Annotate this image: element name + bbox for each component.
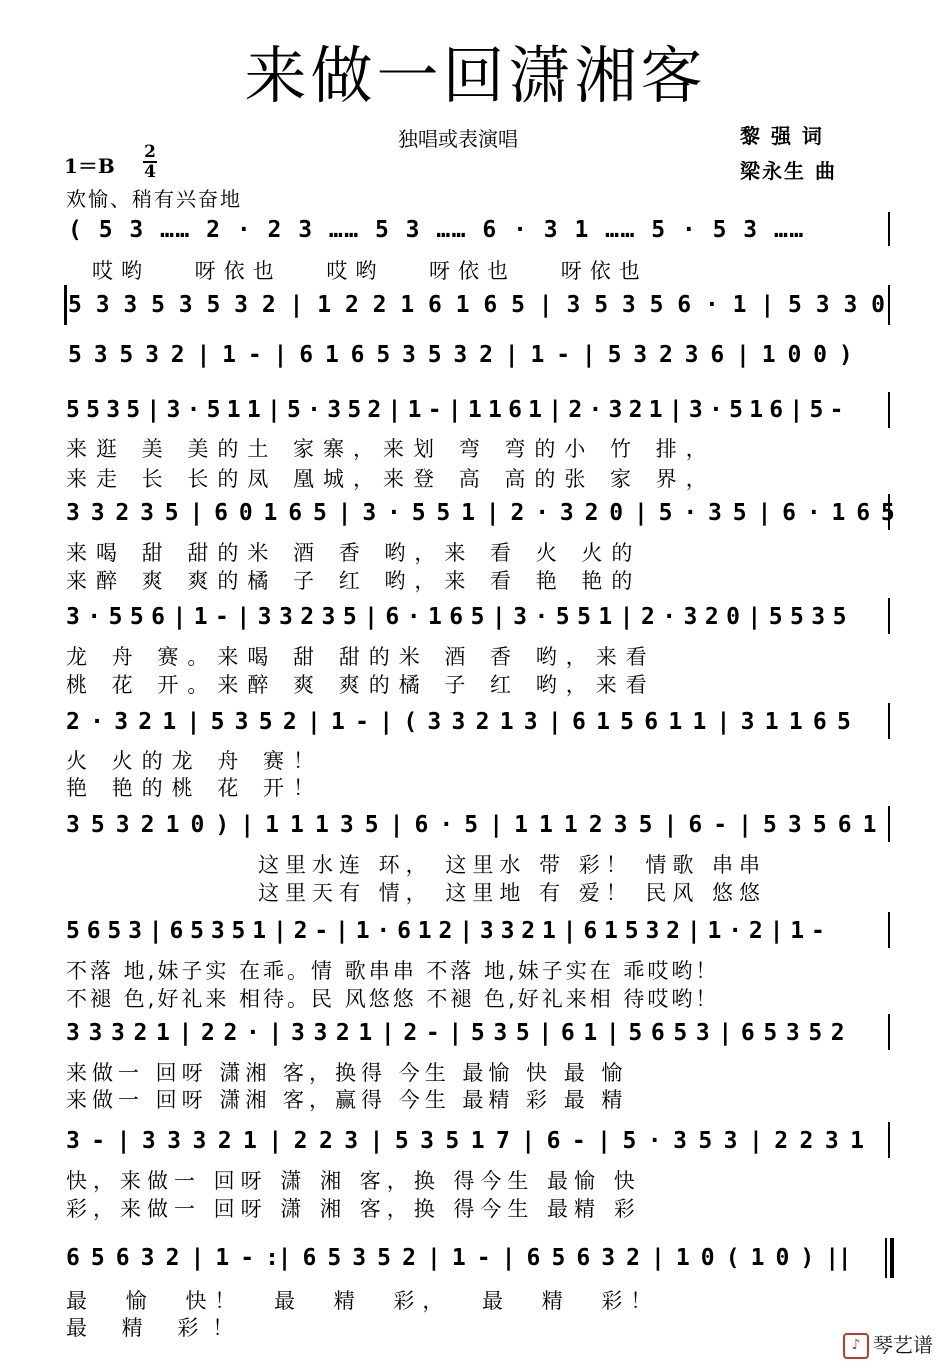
lyrics-line-5a: 来喝 甜 甜的米 酒 香 哟，来 看 火 火的 xyxy=(66,541,642,565)
notation-line-6: 3 · 5 5 6 | 1 - | 3 3 2 3 5 | 6 · 1 6 5 | 3 · 5 5 1 | 2 · 3 2 0 | 5 5 3 5 xyxy=(66,604,844,630)
song-title: 来做一回潇湘客 xyxy=(244,39,707,112)
lyrics-line-7b: 艳 艳的桃 花 开！ xyxy=(66,776,324,800)
lyrics-line-10b: 来做一 回呀 潇湘 客，赢得 今生 最精 彩 最 精 xyxy=(66,1088,628,1112)
lyrics-line-8a: 这里水连 环， 这里水 带 彩！ 情歌 串串 xyxy=(258,853,767,877)
notation-line-8: 3 5 3 2 1 0 ) | 1 1 1 3 5 | 6 · 5 | 1 1 1 2 3 5 | 6 - | 5 3 5 6 1 xyxy=(66,812,876,838)
final-barline-thin xyxy=(885,1238,887,1278)
lyrics-line-4b: 来走 长 长的凤 凰城，来登 高 高的张 家 界， xyxy=(66,467,716,491)
notation-line-11: 3 - | 3 3 3 2 1 | 2 2 3 | 5 3 5 1 7 | 6 - | 5 · 3 5 3 | 2 2 3 1 xyxy=(66,1128,863,1154)
lyrics-line-10a: 来做一 回呀 潇湘 客，换得 今生 最愉 快 最 愉 xyxy=(66,1061,628,1085)
barline xyxy=(888,806,890,842)
lyrics-line-4a: 来逛 美 美的土 家寨，来划 弯 弯的小 竹 排， xyxy=(66,437,716,461)
lyrics-line-12b: 最 精 彩！ xyxy=(66,1316,248,1340)
tempo-marking: 欢愉、稍有兴奋地 xyxy=(66,187,242,211)
notation-line-9: 5 6 5 3 | 6 5 3 5 1 | 2 - | 1 · 6 1 2 | 3 3 2 1 | 6 1 5 3 2 | 1 · 2 | 1 - xyxy=(66,918,822,944)
notation-line-5: 3 3 2 3 5 | 6 0 1 6 5 | 3 · 5 5 1 | 2 · 3 2 0 | 5 · 3 5 | 6 · 1 6 5 xyxy=(66,500,894,526)
barline xyxy=(888,392,890,428)
barline xyxy=(888,1014,890,1050)
notation-line-3: 5 3 5 3 2 | 1 - | 6 1 6 5 3 5 3 2 | 1 - | 5 3 2 3 6 | 1 0 0 ) xyxy=(68,342,852,368)
notation-line-4: 5 5 3 5 | 3 · 5 1 1 | 5 · 3 5 2 | 1 - | 1 1 6 1 | 2 · 3 2 1 | 3 · 5 1 6 | 5 - xyxy=(66,397,840,423)
lyrics-line-6a: 龙 舟 赛。来喝 甜 甜的米 酒 香 哟，来看 xyxy=(66,645,656,669)
notation-line-1: ( 5 3 …… 2 · 2 3 …… 5 3 …… 6 · 3 1 …… 5 · 5 3 …… xyxy=(68,217,805,243)
barline xyxy=(888,494,890,530)
performance-note: 独唱或表演唱 xyxy=(398,127,518,151)
barline xyxy=(888,212,890,246)
notation-line-12: 6 5 6 3 2 | 1 - :| 6 5 3 5 2 | 1 - | 6 5 6 3 2 | 1 0 ( 1 0 ) || xyxy=(66,1245,851,1271)
barline xyxy=(888,703,890,739)
barline xyxy=(888,285,890,325)
lyrics-line-11a: 快，来做一 回呀 潇 湘 客，换 得今生 最愉 快 xyxy=(66,1169,641,1193)
lyrics-line-8b: 这里天有 情， 这里地 有 爱！ 民风 悠悠 xyxy=(258,881,767,905)
lyrics-line-12a: 最 愉 快！ 最 精 彩， 最 精 彩！ xyxy=(66,1289,660,1313)
lyrics-line-5b: 来醉 爽 爽的橘 子 红 哟，来 看 艳 艳的 xyxy=(66,569,642,593)
final-barline-thick xyxy=(890,1238,894,1278)
notation-line-2: 5 3 3 5 3 5 3 2 | 1 2 2 1 6 1 6 5 | 3 5 3 5 6 · 1 | 5 3 3 0 xyxy=(68,292,885,318)
lyrics-line-1a: 哎哟 呀依也 哎哟 呀依也 呀依也 xyxy=(92,259,648,283)
repeat-start-barline xyxy=(64,285,67,325)
time-signature xyxy=(143,144,157,180)
watermark-text: 琴艺谱 xyxy=(873,1332,933,1357)
key-signature: 1＝B xyxy=(64,154,115,178)
watermark xyxy=(843,1329,933,1360)
time-signature-bottom: 4 xyxy=(144,162,156,182)
notation-line-10: 3 3 3 2 1 | 2 2 · | 3 3 2 1 | 2 - | 5 3 5 | 6 1 | 5 6 5 3 | 6 5 3 5 2 xyxy=(66,1020,843,1046)
lyrics-line-7a: 火 火的龙 舟 赛！ xyxy=(66,749,324,773)
lyrics-line-9b: 不褪 色,好礼来 相待。民 风悠悠 不褪 色,好礼来相 待哎哟！ xyxy=(66,987,720,1011)
lyrics-line-11b: 彩，来做一 回呀 潇 湘 客，换 得今生 最精 彩 xyxy=(66,1197,641,1221)
barline xyxy=(888,1122,890,1158)
lyricist-credit: 黎 强 词 xyxy=(740,124,824,148)
time-signature-top: 2 xyxy=(144,142,156,162)
composer-credit: 梁永生 曲 xyxy=(740,159,837,183)
barline xyxy=(888,912,890,948)
music-logo-icon: ♪ xyxy=(843,1333,869,1359)
barline xyxy=(888,598,890,634)
lyrics-line-9a: 不落 地,妹子实 在乖。情 歌串串 不落 地,妹子实在 乖哎哟！ xyxy=(66,959,720,983)
lyrics-line-6b: 桃 花 开。来醉 爽 爽的橘 子 红 哟，来看 xyxy=(66,673,656,697)
notation-line-7: 2 · 3 2 1 | 5 3 5 2 | 1 - | ( 3 3 2 1 3 | 6 1 5 6 1 1 | 3 1 1 6 5 xyxy=(66,709,850,735)
